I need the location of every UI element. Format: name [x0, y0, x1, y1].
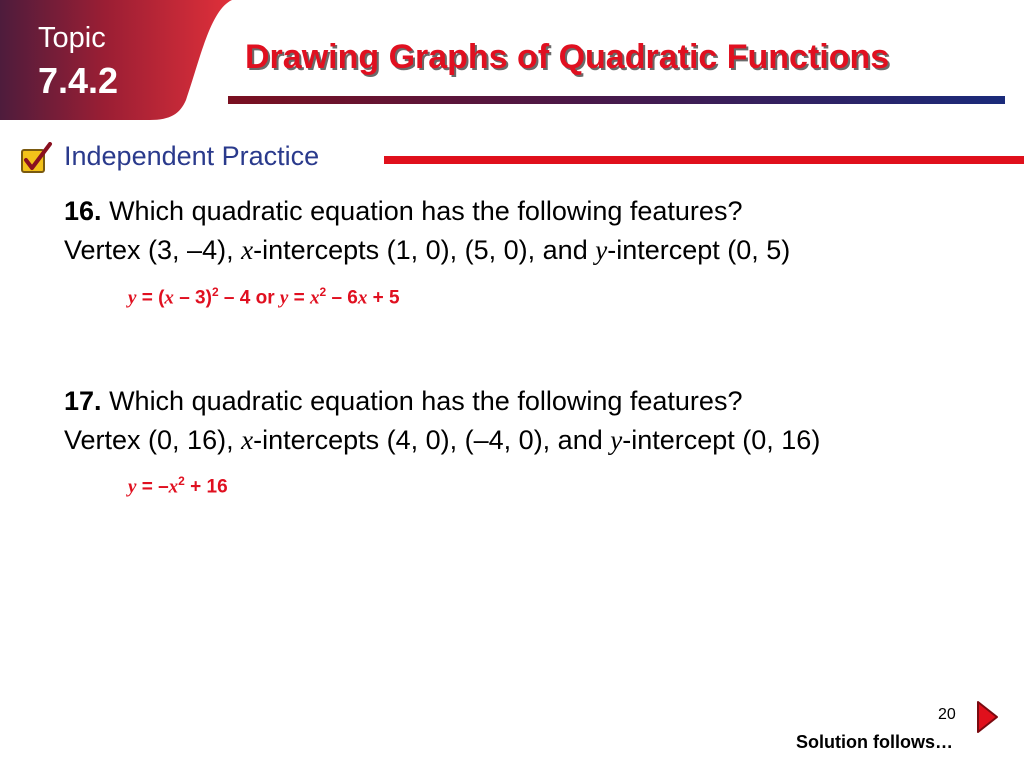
answer-term: + 16 — [184, 476, 228, 498]
question-text: -intercept (0, 5) — [607, 235, 791, 265]
page-number: 20 — [938, 706, 956, 723]
variable-y: y — [595, 235, 608, 265]
section-heading: Independent Practice — [64, 141, 320, 171]
section-underline — [384, 156, 1024, 164]
topic-number: 7.4.2 — [38, 60, 119, 101]
answer-term: – 4 or — [218, 287, 280, 309]
answer-term: = ( — [136, 287, 165, 309]
answer-exponent: 2 — [211, 285, 219, 299]
question-text: Vertex (0, 16), — [64, 425, 242, 455]
answer-term: y — [128, 476, 137, 498]
answer-term: + 5 — [367, 287, 400, 309]
answer-term: x — [309, 287, 320, 309]
answer-exponent: 2 — [178, 474, 185, 488]
question-number: 16. — [64, 196, 102, 226]
answer-term: = – — [136, 476, 169, 498]
question-number: 17. — [64, 386, 102, 416]
question-text: Which quadratic equation has the following features? — [109, 196, 743, 226]
question-16-line-1 — [64, 192, 790, 231]
answer-term: y — [279, 287, 289, 309]
variable-x: x — [241, 235, 254, 265]
answer-term: x — [168, 476, 179, 498]
variable-y: y — [610, 425, 623, 455]
question-17-line-2 — [64, 421, 820, 460]
question-17-line-1 — [64, 382, 820, 421]
solution-follows-text: Solution follows… — [796, 732, 953, 752]
title-underline — [228, 96, 1005, 104]
question-16 — [64, 192, 790, 270]
topic-tab — [0, 0, 232, 120]
checkbox-check-icon — [20, 142, 54, 176]
answer-term: = — [288, 287, 310, 309]
answer-term: y — [128, 287, 137, 309]
answer-16 — [128, 285, 400, 309]
answer-exponent: 2 — [319, 285, 327, 299]
answer-term: – 3) — [173, 287, 212, 309]
question-text: -intercept (0, 16) — [622, 425, 821, 455]
answer-term: – 6 — [326, 287, 358, 309]
question-16-line-2 — [64, 231, 790, 270]
question-17 — [64, 382, 820, 460]
question-text: Vertex (3, –4), — [64, 235, 242, 265]
answer-17 — [128, 474, 228, 498]
answer-term: x — [357, 287, 368, 309]
slide-title: Drawing Graphs of Quadratic Functions — [245, 38, 890, 76]
next-arrow-icon[interactable] — [975, 700, 999, 734]
variable-x: x — [241, 425, 254, 455]
question-text: Which quadratic equation has the following features? — [109, 386, 743, 416]
question-text: -intercepts (4, 0), (–4, 0), and — [253, 425, 611, 455]
answer-term: x — [164, 287, 174, 309]
question-text: -intercepts (1, 0), (5, 0), and — [253, 235, 596, 265]
topic-label: Topic — [38, 22, 106, 54]
